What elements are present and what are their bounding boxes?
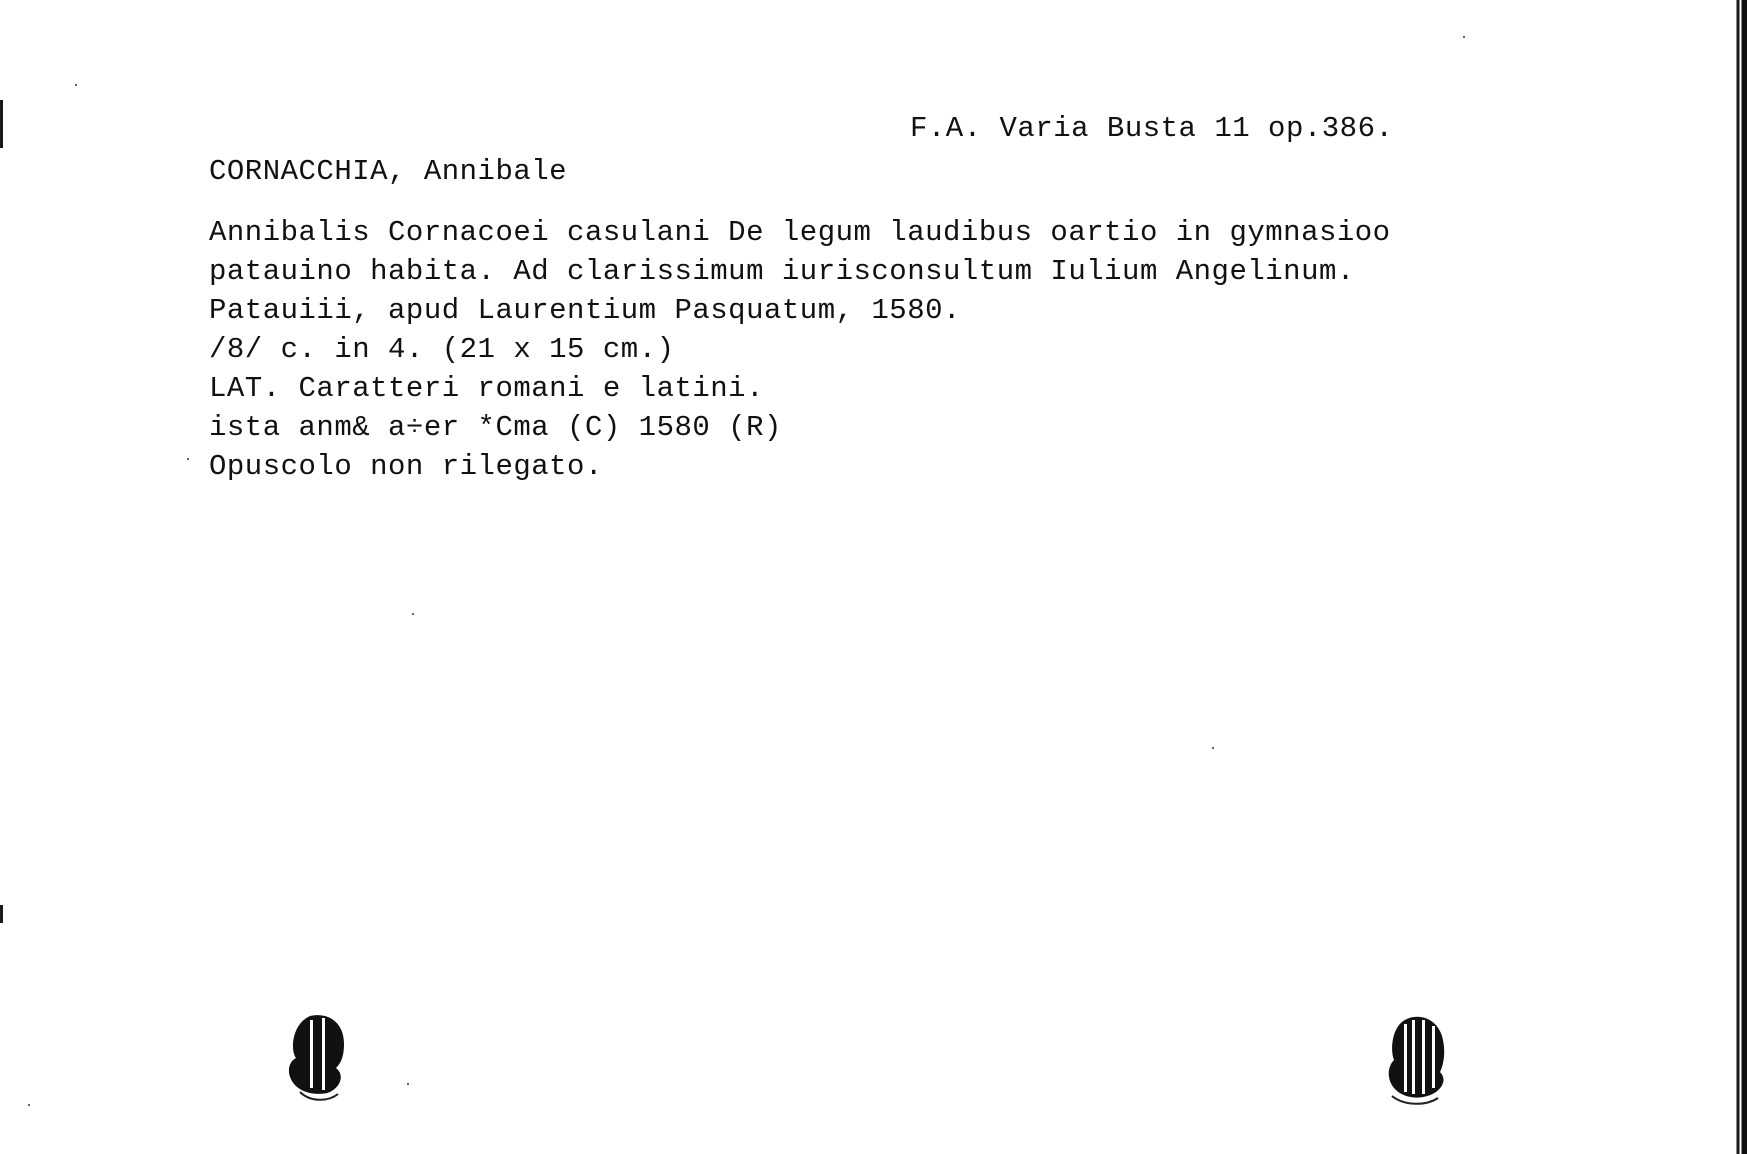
imprint-line: Patauiii, apud Laurentium Pasquatum, 1580.: [209, 294, 961, 327]
scan-speck: [75, 84, 77, 86]
title-line-2: patauino habita. Ad clarissimum iurisconsultum Iulium Angelinum.: [209, 255, 1355, 288]
shelfmark: F.A. Varia Busta 11 op.386.: [910, 112, 1394, 145]
author-heading: CORNACCHIA, Annibale: [209, 155, 568, 188]
scan-speck: [1212, 747, 1214, 749]
scan-speck: [407, 1083, 409, 1085]
punch-hole-right: [1380, 1014, 1456, 1106]
binding-note-line: Opuscolo non rilegato.: [209, 450, 603, 483]
collation-line: /8/ c. in 4. (21 x 15 cm.): [209, 333, 675, 366]
scan-speck: [1463, 36, 1465, 38]
scan-speck: [412, 613, 414, 615]
card-left-edge-mark: [0, 100, 3, 148]
language-line: LAT. Caratteri romani e latini.: [209, 372, 764, 405]
card-body: [209, 213, 1391, 486]
card-left-edge-mark: [0, 905, 3, 923]
card-right-edge: [1733, 0, 1747, 1154]
scan-speck: [28, 1104, 30, 1106]
fingerprint-line: ista anm& a÷er *Cma (C) 1580 (R): [209, 411, 782, 444]
punch-hole-left: [280, 1012, 356, 1104]
title-line-1: Annibalis Cornacoei casulani De legum laudibus oartio in gymnasioo: [209, 216, 1391, 249]
scan-speck: [187, 458, 189, 460]
